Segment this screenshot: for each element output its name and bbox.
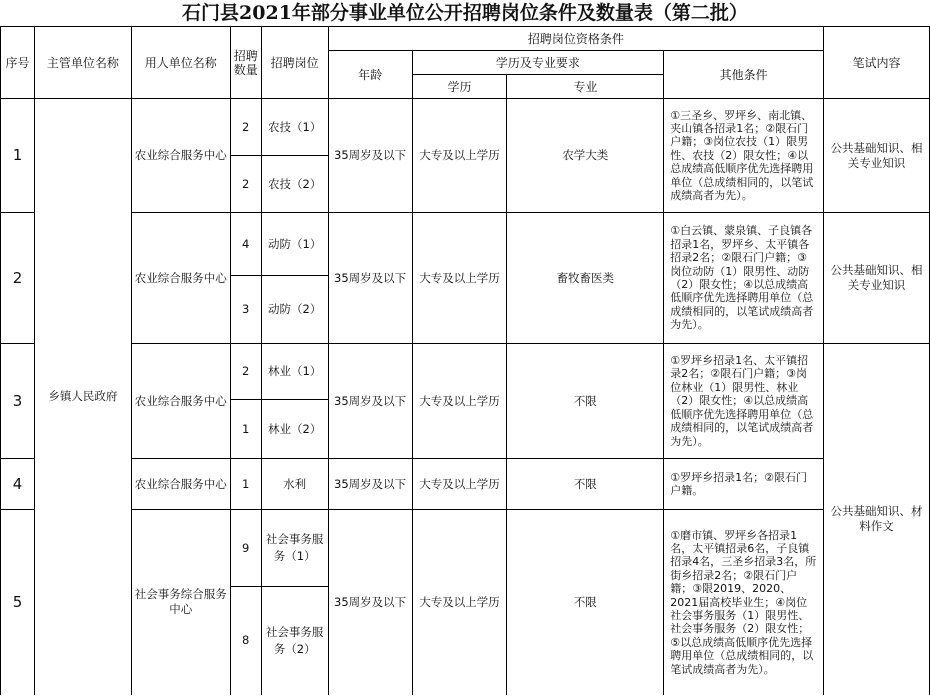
header-other: 其他条件 bbox=[664, 51, 824, 99]
position-count: 2 bbox=[230, 344, 261, 400]
age-requirement: 35周岁及以下 bbox=[328, 213, 412, 344]
position-name: 农技（1） bbox=[261, 99, 328, 156]
age-requirement: 35周岁及以下 bbox=[328, 510, 412, 695]
header-edu-major: 学历及专业要求 bbox=[412, 51, 664, 75]
dept-name: 乡镇人民政府 bbox=[34, 99, 131, 695]
education-requirement: 大专及以上学历 bbox=[412, 459, 507, 510]
table-row bbox=[1, 510, 930, 587]
education-requirement: 大专及以上学历 bbox=[412, 344, 507, 459]
row-seq: 3 bbox=[1, 344, 35, 459]
row-seq: 4 bbox=[1, 459, 35, 510]
row-seq: 5 bbox=[1, 510, 35, 695]
unit-name: 农业综合服务中心 bbox=[131, 344, 230, 459]
row-seq: 2 bbox=[1, 213, 35, 344]
header-dept: 主管单位名称 bbox=[34, 27, 131, 99]
position-name: 农技（2） bbox=[261, 156, 328, 213]
major-requirement: 不限 bbox=[507, 510, 664, 695]
major-requirement: 不限 bbox=[507, 459, 664, 510]
exam-content: 公共基础知识、相关专业知识 bbox=[824, 213, 930, 344]
page-title: 石门县2021年部分事业单位公开招聘岗位条件及数量表（第二批） bbox=[182, 2, 748, 24]
major-requirement: 农学大类 bbox=[507, 99, 664, 213]
age-requirement: 35周岁及以下 bbox=[328, 99, 412, 213]
position-count: 8 bbox=[230, 587, 261, 695]
position-count: 1 bbox=[230, 400, 261, 459]
other-conditions: ①白云镇、蒙泉镇、子良镇各招录1名，罗坪乡、太平镇各招录2名；②限石门户籍；③岗位动防（1）限男性、动防（2）限女性；④以总成绩高低顺序优先选择聘用单位（总成绩相同的，以笔试成绩高者为先）。 bbox=[664, 213, 824, 344]
position-name: 动防（1） bbox=[261, 213, 328, 276]
header-exam: 笔试内容 bbox=[824, 27, 930, 99]
table-row bbox=[1, 344, 930, 400]
header-qualification: 招聘岗位资格条件 bbox=[328, 27, 823, 51]
unit-name: 农业综合服务中心 bbox=[131, 99, 230, 213]
table-row bbox=[1, 459, 930, 510]
position-count: 9 bbox=[230, 510, 261, 587]
header-unit: 用人单位名称 bbox=[131, 27, 230, 99]
position-count: 4 bbox=[230, 213, 261, 276]
major-requirement: 不限 bbox=[507, 344, 664, 459]
other-conditions: ①罗坪乡招录1名；②限石门户籍。 bbox=[664, 459, 824, 510]
position-count: 2 bbox=[230, 99, 261, 156]
other-conditions: ①三圣乡、罗坪乡、南北镇、夹山镇各招录1名；②限石门户籍；③岗位农技（1）限男性、农技（2）限女性；④以总成绩高低顺序优先选择聘用单位（总成绩相同的，以笔试成绩高者为先）。 bbox=[664, 99, 824, 213]
position-name: 社会事务服务（1） bbox=[261, 510, 328, 587]
table-row bbox=[1, 99, 930, 156]
age-requirement: 35周岁及以下 bbox=[328, 344, 412, 459]
age-requirement: 35周岁及以下 bbox=[328, 459, 412, 510]
recruitment-table bbox=[0, 26, 930, 695]
position-name: 动防（2） bbox=[261, 276, 328, 344]
header-major: 专业 bbox=[507, 75, 664, 99]
row-seq: 1 bbox=[1, 99, 35, 213]
header-count: 招聘数量 bbox=[230, 27, 261, 99]
position-count: 3 bbox=[230, 276, 261, 344]
exam-content: 公共基础知识、相关专业知识 bbox=[824, 99, 930, 213]
education-requirement: 大专及以上学历 bbox=[412, 213, 507, 344]
unit-name: 农业综合服务中心 bbox=[131, 213, 230, 344]
position-count: 1 bbox=[230, 459, 261, 510]
other-conditions: ①磨市镇、罗坪乡各招录1名，太平镇招录6名，子良镇招录4名，三圣乡招录3名，所街乡招录2名；②限石门户籍；③限2019、2020、2021届高校毕业生；④岗位社会事务服务（1）限男性、社会事务服务（2）限女性；⑤以总成绩高低顺序优先选择聘用单位（总成绩相同的，以笔试成绩高者为先）。 bbox=[664, 510, 824, 695]
unit-name: 农业综合服务中心 bbox=[131, 459, 230, 510]
major-requirement: 畜牧畜医类 bbox=[507, 213, 664, 344]
education-requirement: 大专及以上学历 bbox=[412, 99, 507, 213]
education-requirement: 大专及以上学历 bbox=[412, 510, 507, 695]
exam-content: 公共基础知识、材料作文 bbox=[824, 344, 930, 695]
other-conditions: ①罗坪乡招录1名、太平镇招录2名；②限石门户籍；③岗位林业（1）限男性、林业（2）限女性；④以总成绩高低顺序优先选择聘用单位（总成绩相同的，以笔试成绩高者为先）。 bbox=[664, 344, 824, 459]
position-name: 水利 bbox=[261, 459, 328, 510]
table-row bbox=[1, 213, 930, 276]
position-count: 2 bbox=[230, 156, 261, 213]
unit-name: 社会事务综合服务中心 bbox=[131, 510, 230, 695]
header-education: 学历 bbox=[412, 75, 507, 99]
header-age: 年龄 bbox=[328, 51, 412, 99]
position-name: 社会事务服务（2） bbox=[261, 587, 328, 695]
header-position: 招聘岗位 bbox=[261, 27, 328, 99]
position-name: 林业（2） bbox=[261, 400, 328, 459]
position-name: 林业（1） bbox=[261, 344, 328, 400]
header-seq: 序号 bbox=[1, 27, 35, 99]
